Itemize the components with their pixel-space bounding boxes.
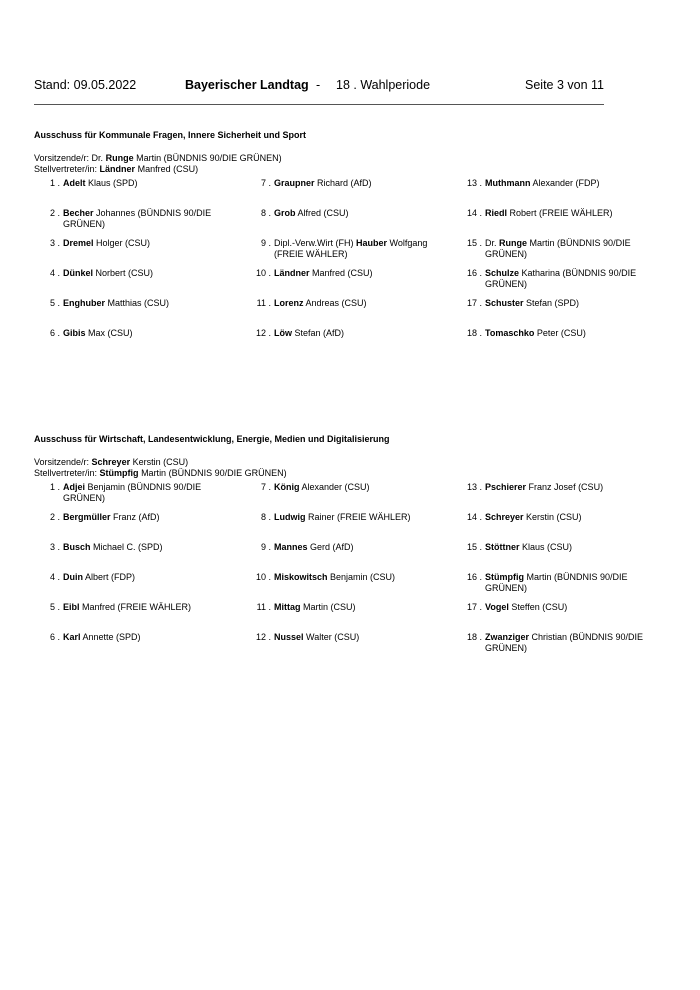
member-name xyxy=(485,178,656,189)
member-entry xyxy=(34,268,234,279)
member-entry xyxy=(245,482,445,493)
member-name xyxy=(63,328,234,339)
page-header xyxy=(34,78,604,96)
member-entry xyxy=(456,328,656,339)
member-entry xyxy=(245,268,445,279)
member-name xyxy=(274,602,445,613)
member-prefix: Dipl.-Verw.Wirt (FH) xyxy=(274,238,354,248)
member-details: Johannes (BÜNDNIS 90/DIE GRÜNEN) xyxy=(63,208,212,229)
member-number: 2 . xyxy=(49,208,60,218)
member-surname: Muthmann xyxy=(485,178,531,188)
member-name xyxy=(274,632,445,643)
committee-section xyxy=(34,130,674,368)
member-number: 10 . xyxy=(255,268,271,278)
member-details: Martin (BÜNDNIS 90/DIE GRÜNEN) xyxy=(485,572,628,593)
member-number: 13 . xyxy=(466,178,482,188)
member-details: Alexander (FDP) xyxy=(532,178,600,188)
member-name xyxy=(274,298,445,309)
member-details: Andreas (CSU) xyxy=(305,298,367,308)
member-details: Alfred (CSU) xyxy=(297,208,349,218)
member-details: Manfred (CSU) xyxy=(312,268,373,278)
member-entry xyxy=(34,208,234,230)
member-name xyxy=(274,482,445,493)
member-entry xyxy=(245,328,445,339)
member-details: Klaus (CSU) xyxy=(522,542,573,552)
chair-prefix: Dr. xyxy=(91,153,104,163)
member-number: 7 . xyxy=(260,178,271,188)
member-name xyxy=(63,512,234,523)
member-surname: Becher xyxy=(63,208,94,218)
member-number: 15 . xyxy=(466,542,482,552)
member-details: Steffen (CSU) xyxy=(511,602,568,612)
member-surname: Ludwig xyxy=(274,512,306,522)
member-number: 7 . xyxy=(260,482,271,492)
member-surname: Mannes xyxy=(274,542,308,552)
deputy-rest: Martin (BÜNDNIS 90/DIE GRÜNEN) xyxy=(141,468,287,478)
member-number: 18 . xyxy=(466,632,482,642)
member-entry xyxy=(34,238,234,249)
member-name xyxy=(274,178,445,189)
member-number: 12 . xyxy=(255,632,271,642)
member-name xyxy=(63,178,234,189)
chair-label: Vorsitzende/r: xyxy=(34,457,90,467)
member-surname: Tomaschko xyxy=(485,328,535,338)
member-details: Martin (BÜNDNIS 90/DIE GRÜNEN) xyxy=(485,238,631,259)
member-details: Kerstin (CSU) xyxy=(526,512,582,522)
member-surname: Bergmüller xyxy=(63,512,111,522)
member-name xyxy=(485,268,656,290)
member-details: Matthias (CSU) xyxy=(107,298,170,308)
status-date: Stand: 09.05.2022 xyxy=(34,78,137,92)
member-entry xyxy=(456,178,656,189)
member-surname: Mittag xyxy=(274,602,301,612)
member-details: Robert (FREIE WÄHLER) xyxy=(509,208,613,218)
member-details: Rainer (FREIE WÄHLER) xyxy=(308,512,411,522)
member-number: 1 . xyxy=(49,178,60,188)
member-number: 3 . xyxy=(49,542,60,552)
member-surname: Hauber xyxy=(356,238,388,248)
member-details: Martin (CSU) xyxy=(303,602,356,612)
member-surname: Runge xyxy=(499,238,528,248)
member-number: 13 . xyxy=(466,482,482,492)
deputy-label: Stellvertreter/in: xyxy=(34,164,98,174)
legislative-period: 18 . Wahlperiode xyxy=(336,78,431,92)
member-entry xyxy=(245,572,445,583)
chair-label: Vorsitzende/r: xyxy=(34,153,90,163)
member-details: Richard (AfD) xyxy=(317,178,372,188)
chair-line xyxy=(34,457,674,468)
member-surname: Miskowitsch xyxy=(274,572,328,582)
member-number: 8 . xyxy=(260,208,271,218)
member-surname: Schuster xyxy=(485,298,524,308)
member-surname: Grob xyxy=(274,208,296,218)
member-number: 15 . xyxy=(466,238,482,248)
member-name xyxy=(274,542,445,553)
member-surname: Gibis xyxy=(63,328,86,338)
member-number: 4 . xyxy=(49,268,60,278)
member-name xyxy=(63,268,234,279)
member-surname: Ländner xyxy=(274,268,310,278)
member-details: Holger (CSU) xyxy=(96,238,151,248)
chair-rest: Martin (BÜNDNIS 90/DIE GRÜNEN) xyxy=(136,153,282,163)
member-surname: Dünkel xyxy=(63,268,94,278)
member-name xyxy=(63,238,234,249)
member-number: 5 . xyxy=(49,298,60,308)
member-name xyxy=(274,328,445,339)
member-name xyxy=(274,238,445,260)
member-name xyxy=(485,632,656,654)
member-entry xyxy=(34,482,234,504)
member-surname: Graupner xyxy=(274,178,315,188)
member-name xyxy=(485,482,656,493)
member-surname: Lorenz xyxy=(274,298,304,308)
member-entry xyxy=(245,512,445,523)
member-number: 4 . xyxy=(49,572,60,582)
member-details: Alexander (CSU) xyxy=(301,482,370,492)
member-details: Manfred (FREIE WÄHLER) xyxy=(82,602,192,612)
chair-surname: Schreyer xyxy=(91,457,131,467)
member-surname: Eibl xyxy=(63,602,80,612)
committee-section xyxy=(34,434,674,672)
member-details: Michael C. (SPD) xyxy=(93,542,163,552)
member-surname: Schreyer xyxy=(485,512,524,522)
member-entry xyxy=(34,512,234,523)
member-name xyxy=(485,602,656,613)
member-surname: Busch xyxy=(63,542,91,552)
member-details: Christian (BÜNDNIS 90/DIE GRÜNEN) xyxy=(485,632,644,653)
member-number: 9 . xyxy=(260,238,271,248)
page-number: Seite 3 von 11 xyxy=(525,78,604,92)
member-number: 17 . xyxy=(466,298,482,308)
member-entry xyxy=(34,178,234,189)
member-name xyxy=(63,632,234,643)
member-surname: König xyxy=(274,482,300,492)
member-number: 18 . xyxy=(466,328,482,338)
member-entry xyxy=(245,542,445,553)
member-surname: Riedl xyxy=(485,208,508,218)
member-surname: Stümpfig xyxy=(485,572,524,582)
committee-chairs xyxy=(34,153,674,175)
member-surname: Karl xyxy=(63,632,81,642)
member-entry xyxy=(245,298,445,309)
member-name xyxy=(274,268,445,279)
member-name xyxy=(485,572,656,594)
member-name xyxy=(63,542,234,553)
title-separator: - xyxy=(316,78,321,92)
member-number: 11 . xyxy=(256,298,271,308)
member-entry xyxy=(245,178,445,189)
member-grid xyxy=(34,178,674,368)
committee-title: Ausschuss für Wirtschaft, Landesentwicklung, Energie, Medien und Digitalisierung xyxy=(34,434,390,444)
deputy-rest: Manfred (CSU) xyxy=(137,164,199,174)
member-number: 12 . xyxy=(255,328,271,338)
member-name xyxy=(63,572,234,583)
member-number: 6 . xyxy=(49,328,60,338)
member-number: 2 . xyxy=(49,512,60,522)
member-details: Klaus (SPD) xyxy=(88,178,138,188)
document-title: Bayerischer Landtag xyxy=(185,78,309,92)
member-prefix: Dr. xyxy=(485,238,497,248)
member-surname: Stöttner xyxy=(485,542,520,552)
member-surname: Pschierer xyxy=(485,482,527,492)
member-surname: Zwanziger xyxy=(485,632,530,642)
member-details: Wolfgang (FREIE WÄHLER) xyxy=(274,238,428,259)
member-entry xyxy=(245,208,445,219)
deputy-surname: Ländner xyxy=(99,164,136,174)
member-name xyxy=(485,328,656,339)
member-name xyxy=(274,572,445,583)
member-number: 14 . xyxy=(466,512,482,522)
member-number: 11 . xyxy=(256,602,271,612)
member-surname: Schulze xyxy=(485,268,520,278)
member-details: Benjamin (CSU) xyxy=(330,572,396,582)
deputy-line xyxy=(34,164,674,175)
member-number: 14 . xyxy=(466,208,482,218)
member-entry xyxy=(34,572,234,583)
member-surname: Adjei xyxy=(63,482,86,492)
member-entry xyxy=(456,298,656,309)
header-rule xyxy=(34,104,604,105)
member-surname: Dremel xyxy=(63,238,94,248)
member-entry xyxy=(456,632,656,654)
member-surname: Vogel xyxy=(485,602,509,612)
member-surname: Enghuber xyxy=(63,298,105,308)
member-details: Stefan (AfD) xyxy=(294,328,345,338)
member-details: Albert (FDP) xyxy=(85,572,136,582)
member-details: Gerd (AfD) xyxy=(310,542,354,552)
chair-surname: Runge xyxy=(105,153,134,163)
chair-line xyxy=(34,153,674,164)
member-details: Norbert (CSU) xyxy=(95,268,154,278)
member-name xyxy=(274,512,445,523)
member-entry xyxy=(34,602,234,613)
member-surname: Nussel xyxy=(274,632,304,642)
member-name xyxy=(485,298,656,309)
member-number: 5 . xyxy=(49,602,60,612)
member-name xyxy=(63,602,234,613)
member-entry xyxy=(456,482,656,493)
member-entry xyxy=(456,572,656,594)
member-number: 16 . xyxy=(466,268,482,278)
member-entry xyxy=(34,328,234,339)
member-name xyxy=(274,208,445,219)
committee-title: Ausschuss für Kommunale Fragen, Innere Sicherheit und Sport xyxy=(34,130,307,140)
member-number: 3 . xyxy=(49,238,60,248)
member-number: 1 . xyxy=(49,482,60,492)
deputy-surname: Stümpfig xyxy=(99,468,139,478)
member-number: 10 . xyxy=(255,572,271,582)
member-surname: Löw xyxy=(274,328,292,338)
member-entry xyxy=(456,602,656,613)
chair-rest: Kerstin (CSU) xyxy=(132,457,189,467)
member-number: 8 . xyxy=(260,512,271,522)
member-name xyxy=(63,482,234,504)
member-name xyxy=(485,512,656,523)
member-entry xyxy=(245,602,445,613)
member-name xyxy=(485,208,656,219)
member-entry xyxy=(245,238,445,260)
member-details: Katharina (BÜNDNIS 90/DIE GRÜNEN) xyxy=(485,268,637,289)
member-name xyxy=(63,208,234,230)
member-details: Walter (CSU) xyxy=(306,632,360,642)
member-details: Franz (AfD) xyxy=(113,512,160,522)
member-number: 6 . xyxy=(49,632,60,642)
member-entry xyxy=(456,238,656,260)
member-details: Annette (SPD) xyxy=(82,632,141,642)
member-details: Max (CSU) xyxy=(88,328,133,338)
member-details: Peter (CSU) xyxy=(536,328,586,338)
committee-chairs xyxy=(34,457,674,479)
member-entry xyxy=(34,632,234,643)
member-name xyxy=(485,238,656,260)
member-details: Franz Josef (CSU) xyxy=(528,482,604,492)
member-name xyxy=(63,298,234,309)
member-details: Stefan (SPD) xyxy=(526,298,580,308)
member-number: 9 . xyxy=(260,542,271,552)
member-surname: Duin xyxy=(63,572,83,582)
deputy-line xyxy=(34,468,674,479)
member-entry xyxy=(456,542,656,553)
member-grid xyxy=(34,482,674,672)
member-surname: Adelt xyxy=(63,178,86,188)
member-entry xyxy=(456,268,656,290)
member-number: 17 . xyxy=(466,602,482,612)
member-details: Benjamin (BÜNDNIS 90/DIE GRÜNEN) xyxy=(63,482,202,503)
member-entry xyxy=(456,512,656,523)
member-entry xyxy=(456,208,656,219)
member-name xyxy=(485,542,656,553)
member-entry xyxy=(245,632,445,643)
deputy-label: Stellvertreter/in: xyxy=(34,468,98,478)
member-entry xyxy=(34,542,234,553)
member-entry xyxy=(34,298,234,309)
member-number: 16 . xyxy=(466,572,482,582)
